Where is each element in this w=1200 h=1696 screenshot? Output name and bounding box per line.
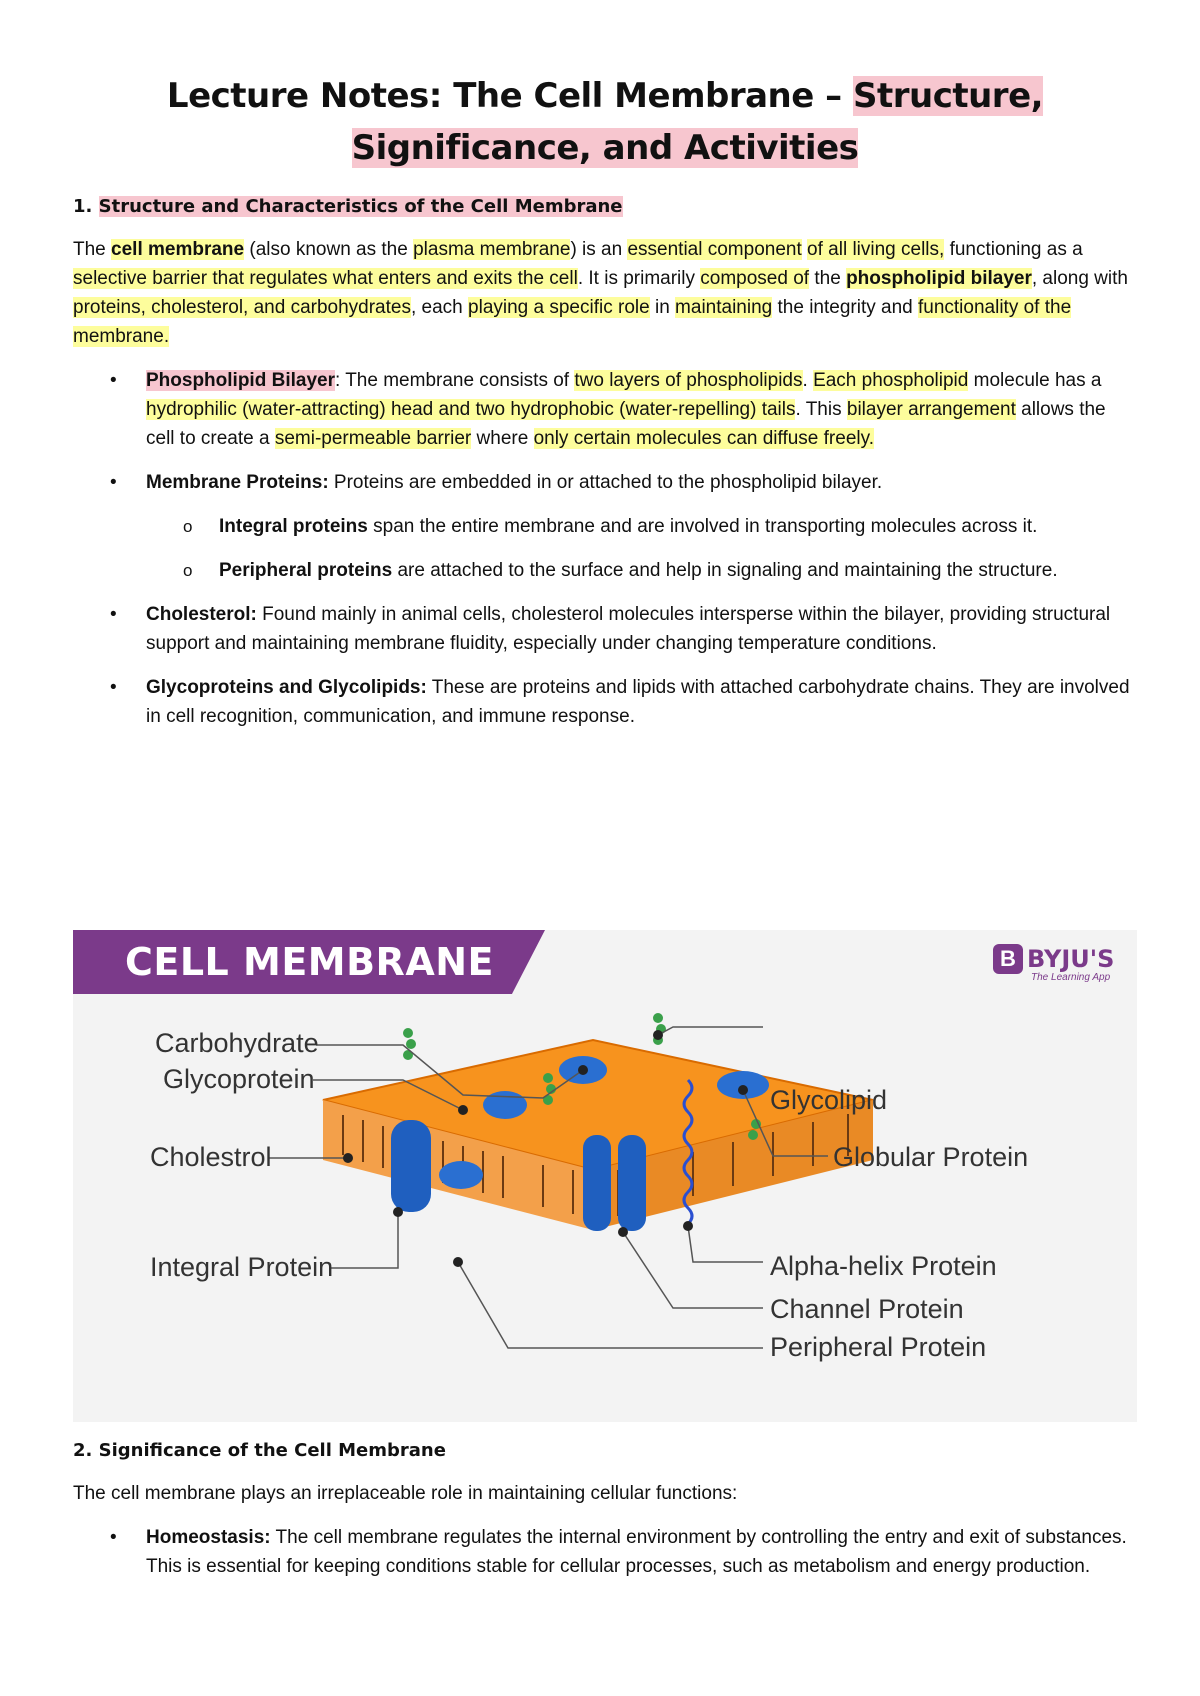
channel-protein-right [618,1135,646,1231]
bullet-label: Glycoproteins and Glycolipids: [146,677,427,698]
bullet-label: Membrane Proteins: [146,472,329,493]
intro-run: selective barrier that regulates what enters and exits the cell [73,268,578,289]
intro-run: essential component [627,239,802,260]
label-peripheral-protein: Peripheral Protein [770,1332,987,1362]
bullet-text: hydrophilic (water-attracting) head and two hydrophobic (water-repelling) tails [146,399,796,420]
intro-run: , along with [1031,268,1128,289]
intro-run: cell membrane [111,239,245,260]
integral-protein-shape [391,1120,431,1212]
section-1-intro [73,235,1137,351]
intro-run: maintaining [675,297,773,318]
sub-bullet-text: are attached to the surface and help in signaling and maintaining the structure. [392,560,1058,581]
intro-run: of all living cells, [807,239,945,260]
bullet-text: allows the cell to create a [146,399,1106,449]
section-1-heading: 1. Structure and Characteristics of the Cell Membrane [73,196,623,217]
intro-run: The [73,239,112,260]
sub-bullet-item [73,556,1137,585]
channel-protein-left [583,1135,611,1231]
section-2-intro: The cell membrane plays an irreplaceable role in maintaining cellular functions: [73,1483,738,1504]
globular-protein-shape-1 [483,1091,527,1119]
bullet-text: bilayer arrangement [846,399,1016,420]
intro-run: phospholipid bilayer [846,268,1032,289]
bullet-text: Each phospholipid [813,370,969,391]
figure-banner-title: CELL MEMBRANE [125,940,494,984]
peripheral-protein-shape [439,1161,483,1189]
byjus-logo-word: BYJU'S [1027,945,1115,973]
bullet-text: The cell membrane regulates the internal environment by controlling the entry and exit of substances. This is essential for keeping conditions stable for cellular processes, such as metabolism and energy production. [146,1527,1127,1577]
sub-bullet-text: span the entire membrane and are involved in transporting molecules across it. [367,516,1038,537]
bullet-label: Homeostasis: [146,1527,271,1548]
bullet-marker: • [110,677,117,698]
intro-run: , each [410,297,469,318]
bullet-marker: • [110,1527,117,1548]
intro-run: the integrity and [772,297,918,318]
bullet-marker: • [110,604,117,625]
bullet-text: only certain molecules can diffuse freely. [533,428,874,449]
section-1-bullets [73,366,1137,731]
intro-run: (also known as the [244,239,414,260]
intro-run: functioning as a [944,239,1083,260]
bullet-marker: • [110,472,117,493]
bullet-item [73,1523,1137,1581]
byjus-logo-mark: B [993,944,1023,974]
bullet-text: . This [795,399,847,420]
bullet-text: . [802,370,814,391]
intro-run: ) is an [570,239,628,260]
byjus-logo-tagline: The Learning App [1031,972,1111,983]
sub-bullet-item [73,512,1137,541]
cell-membrane-figure [73,930,1137,1422]
bullet-text: two layers of phospholipids [574,370,803,391]
label-integral-protein: Integral Protein [150,1252,334,1282]
bullet-text: Found mainly in animal cells, cholesterol molecules intersperse within the bilayer, providing structural support and maintaining membrane fluidity, especially under changing temperature conditions. [146,604,1111,654]
bullet-item [73,673,1137,731]
intro-run: in [649,297,676,318]
section-1 [73,70,1137,731]
bullet-text: Proteins are embedded in or attached to the phospholipid bilayer. [328,472,883,493]
label-alpha-helix-protein: Alpha-helix Protein [770,1251,997,1281]
sub-bullet-label: Integral proteins [219,516,368,537]
intro-run: composed of [700,268,810,289]
bullet-text: semi-permeable barrier [274,428,472,449]
bullet-marker: • [110,370,117,391]
intro-run: functionality of the membrane. [73,297,1072,347]
intro-run: the [809,268,847,289]
bullet-item [73,600,1137,658]
bullet-label: Phospholipid Bilayer [146,370,335,391]
sub-bullet-marker: o [183,561,193,580]
section-2 [73,1440,1137,1581]
sub-bullet-marker: o [183,517,193,536]
page-title: Lecture Notes: The Cell Membrane – Structure, Significance, and Activities [166,76,1044,168]
label-glycolipid: Glycolipid [770,1085,888,1115]
label-glycoprotein: Glycoprotein [163,1064,315,1094]
label-channel-protein: Channel Protein [770,1294,964,1324]
label-globular-protein: Globular Protein [833,1142,1029,1172]
bullet-text: These are proteins and lipids with attached carbohydrate chains. They are involved in cell recognition, communication, and immune response. [146,677,1130,727]
intro-run: playing a specific role [468,297,650,318]
bullet-item [73,366,1137,453]
label-carbohydrate: Carbohydrate [155,1028,319,1058]
label-cholestrol: Cholestrol [150,1142,272,1172]
section-2-heading: 2. Significance of the Cell Membrane [73,1440,446,1461]
sub-bullet-label: Peripheral proteins [219,560,393,581]
intro-run: proteins, cholesterol, and carbohydrates [73,297,411,318]
section-2-bullets [73,1523,1137,1581]
intro-run: plasma membrane [413,239,571,260]
bullet-label: Cholesterol: [146,604,257,625]
bullet-text: where [471,428,534,449]
bullet-item [73,468,1137,497]
intro-run: . It is primarily [577,268,701,289]
bullet-text: : The membrane consists of [334,370,575,391]
bullet-text: molecule has a [968,370,1102,391]
